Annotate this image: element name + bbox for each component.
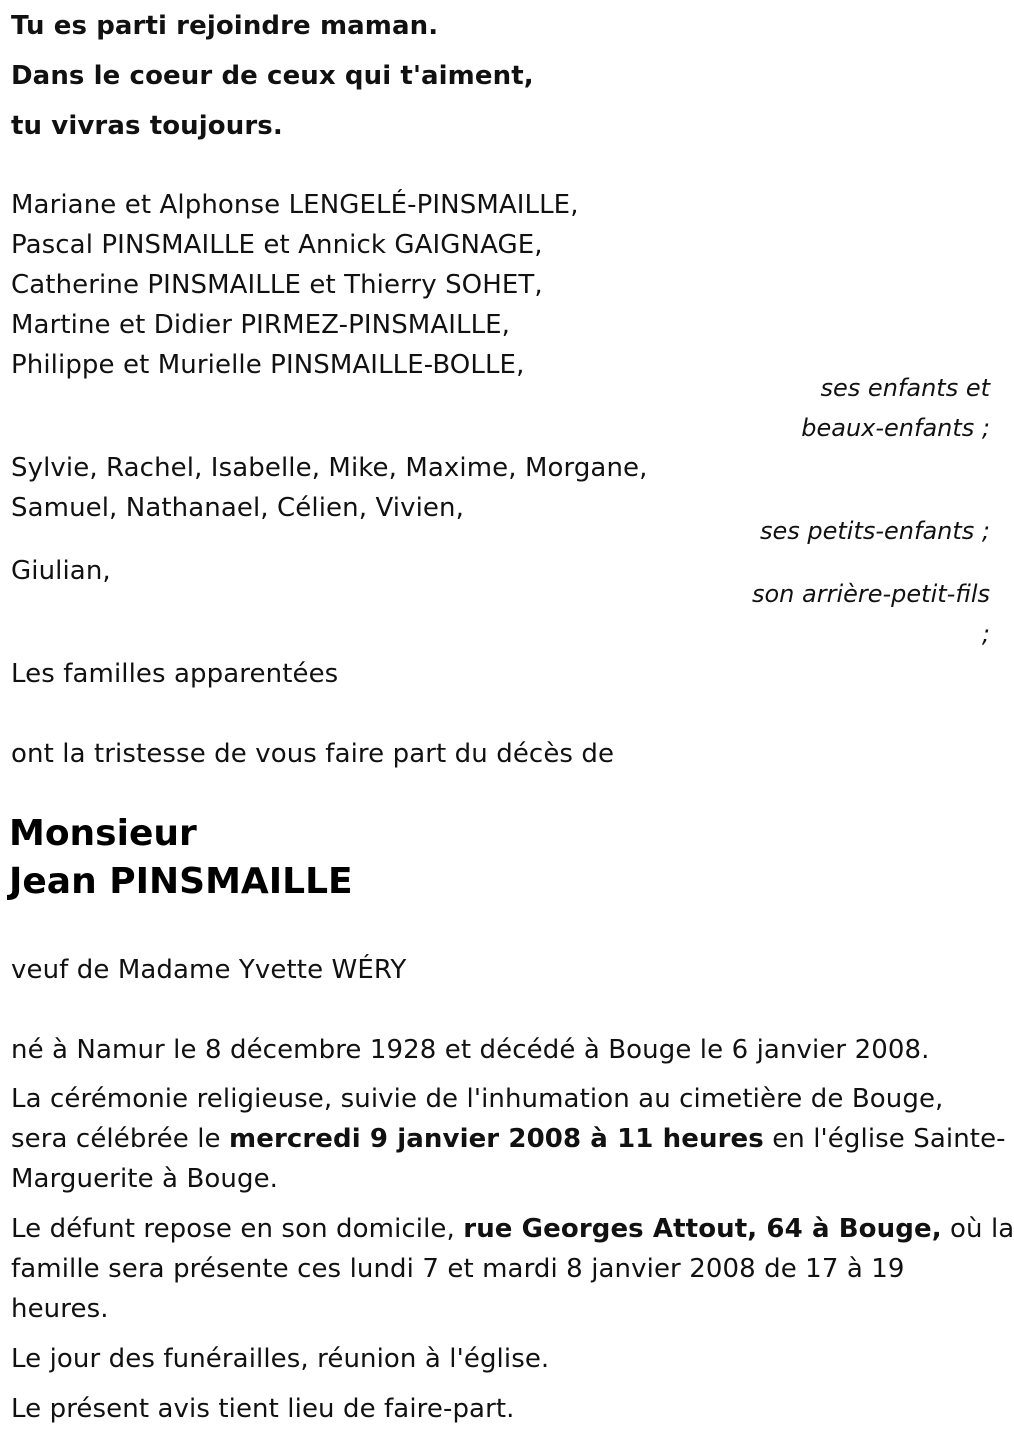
grandchildren-role: ses petits-enfants ; xyxy=(759,517,990,545)
children-role-line-1: ses enfants et xyxy=(820,374,990,402)
children-line-4: Martine et Didier PIRMEZ-PINSMAILLE, xyxy=(11,310,511,340)
ceremony-line-3: Marguerite à Bouge. xyxy=(11,1164,279,1194)
meeting-info: Le jour des funérailles, réunion à l'église. xyxy=(11,1344,550,1374)
great-grandchild-role-line-2: ; xyxy=(981,620,990,648)
epigraph-line-3: tu vivras toujours. xyxy=(11,111,283,141)
notice-info: Le présent avis tient lieu de faire-part. xyxy=(11,1394,515,1424)
birth-death: né à Namur le 8 décembre 1928 et décédé à Bouge le 6 janvier 2008. xyxy=(11,1035,930,1065)
grandchildren-line-1: Sylvie, Rachel, Isabelle, Mike, Maxime, Morgane, xyxy=(11,453,648,483)
children-line-3: Catherine PINSMAILLE et Thierry SOHET, xyxy=(11,270,543,300)
ceremony-line-1: La cérémonie religieuse, suivie de l'inhumation au cimetière de Bouge, xyxy=(11,1084,944,1114)
children-line-1: Mariane et Alphonse LENGELÉ-PINSMAILLE, xyxy=(11,190,579,220)
ceremony-line-2-after: en l'église Sainte- xyxy=(763,1124,1006,1154)
children-line-5: Philippe et Murielle PINSMAILLE-BOLLE, xyxy=(11,350,525,380)
ceremony-line-2 xyxy=(11,1119,1006,1159)
children-line-2: Pascal PINSMAILLE et Annick GAIGNAGE, xyxy=(11,230,543,260)
visitation-line-1-after: où la xyxy=(941,1214,1014,1244)
deceased-name: Jean PINSMAILLE xyxy=(9,861,353,902)
related-families: Les familles apparentées xyxy=(11,659,339,689)
visitation-line-2: famille sera présente ces lundi 7 et mardi 8 janvier 2008 de 17 à 19 xyxy=(11,1254,905,1284)
epigraph-line-1: Tu es parti rejoindre maman. xyxy=(11,11,439,41)
great-grandchild: Giulian, xyxy=(11,556,111,586)
great-grandchild-role-line-1: son arrière-petit-fils xyxy=(751,580,990,608)
ceremony-line-2-before: sera célébrée le xyxy=(11,1124,230,1154)
children-role-line-2: beaux-enfants ; xyxy=(801,414,990,442)
visitation-line-3: heures. xyxy=(11,1294,109,1324)
ceremony-date-time: mercredi 9 janvier 2008 à 11 heures xyxy=(229,1124,764,1154)
widower-of: veuf de Madame Yvette WÉRY xyxy=(11,955,407,985)
epigraph-line-2: Dans le coeur de ceux qui t'aiment, xyxy=(11,61,534,91)
visitation-line-1 xyxy=(11,1209,1014,1249)
deceased-title: Monsieur xyxy=(9,813,197,854)
visitation-address: rue Georges Attout, 64 à Bouge, xyxy=(463,1214,942,1244)
grandchildren-line-2: Samuel, Nathanael, Célien, Vivien, xyxy=(11,493,464,523)
visitation-line-1-before: Le défunt repose en son domicile, xyxy=(11,1214,464,1244)
announcement: ont la tristesse de vous faire part du décès de xyxy=(11,739,615,769)
